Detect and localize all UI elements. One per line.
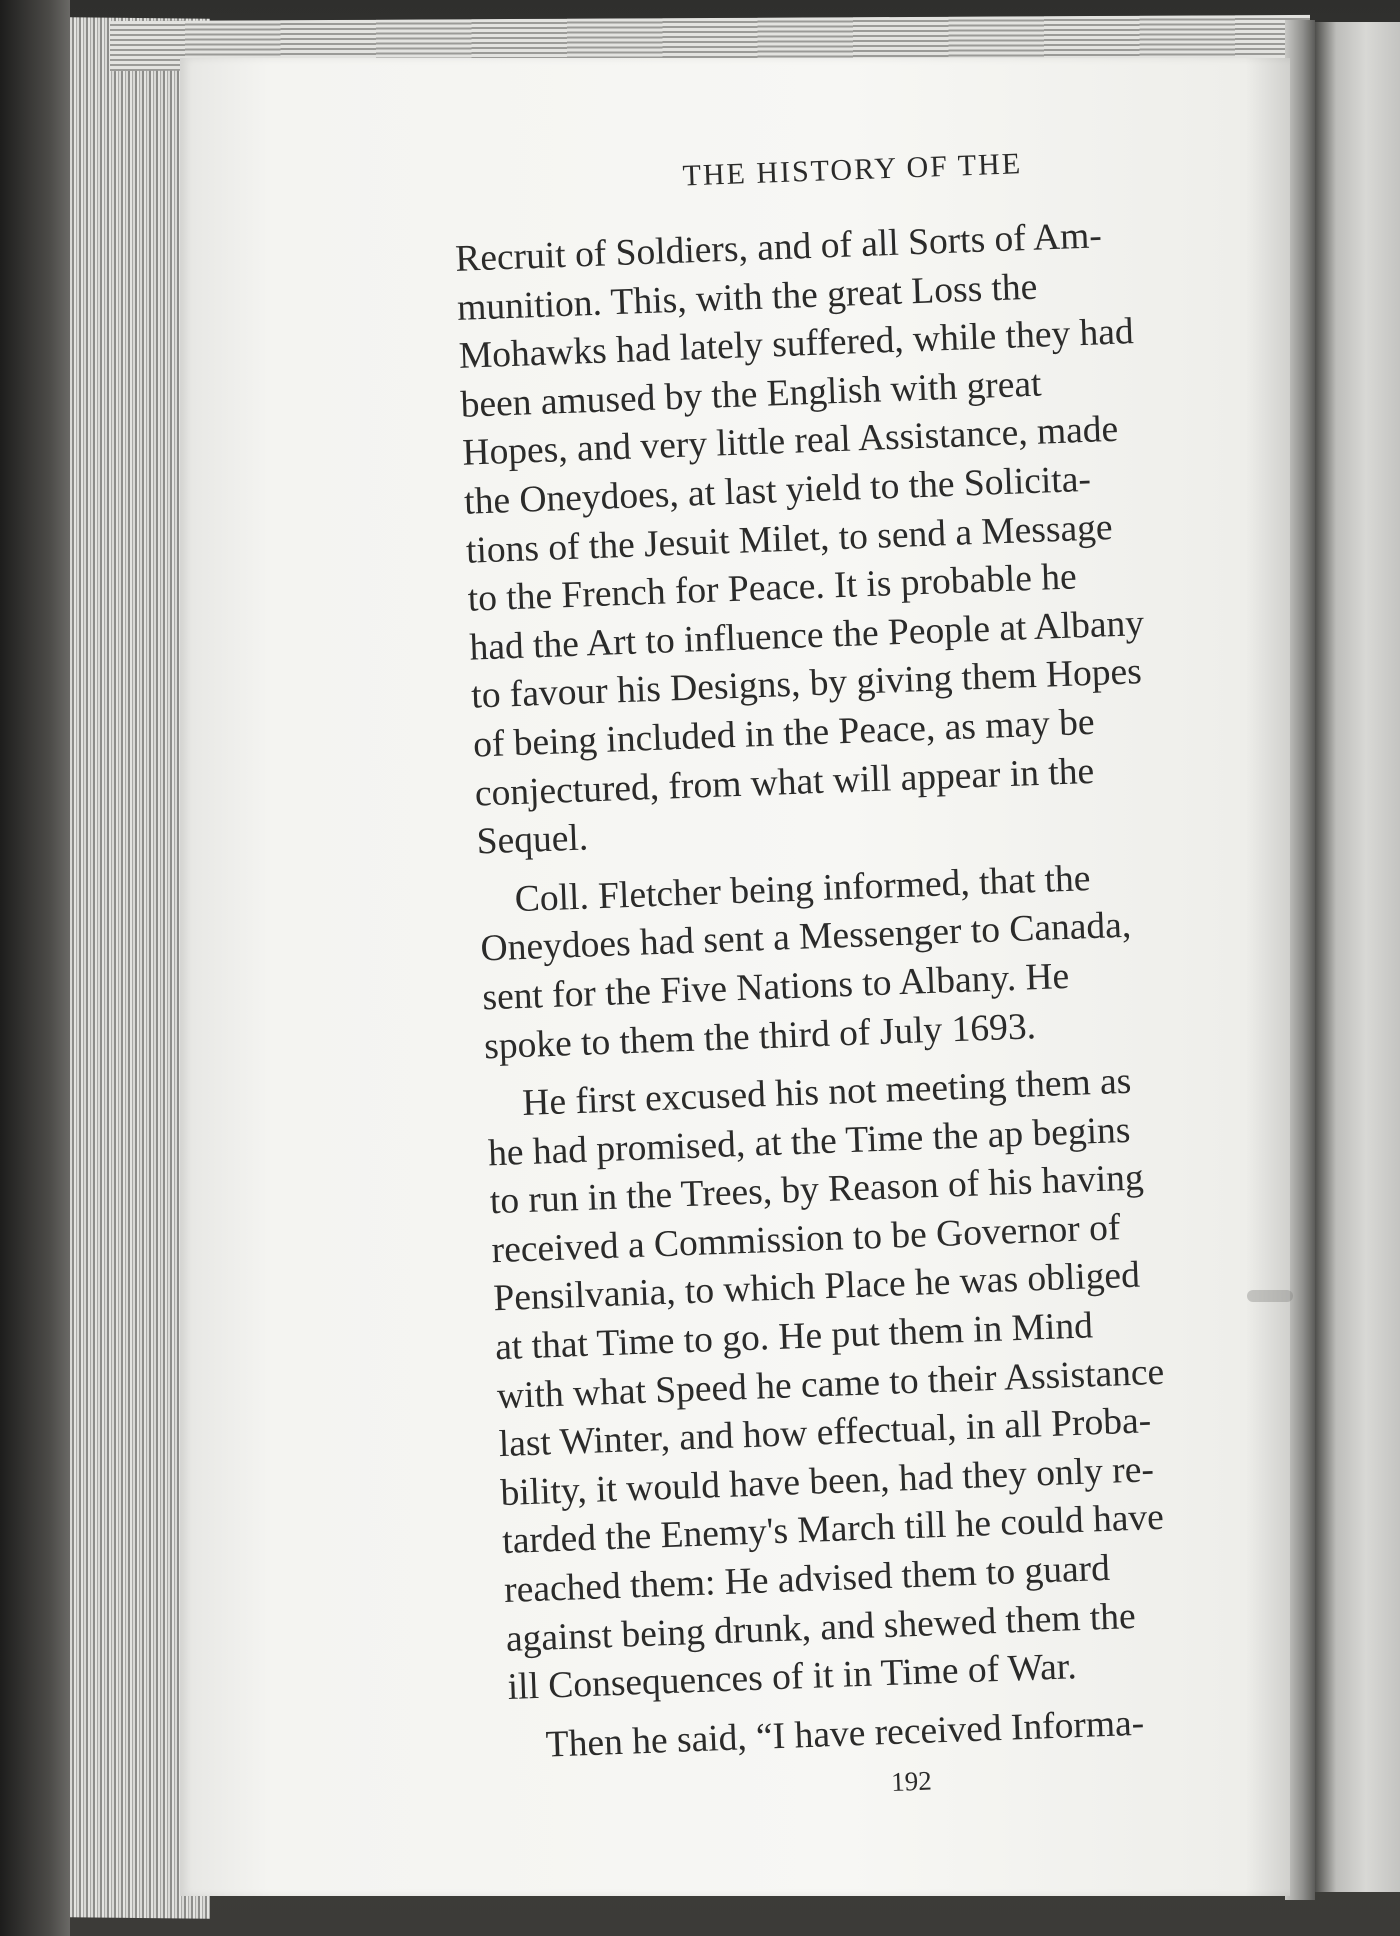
paragraph: Then he said, “I have received Informa- (545, 1702, 1145, 1766)
book-cover-edge (0, 0, 70, 1936)
paragraph: He first excused his not meeting them as he had promised, at the Time the ap begins to run in the Trees, by Reason of his having received a Commission to be Governor of Pensilvania, to which Place he was obliged at that Time to go. He put them in Mind with what Speed he came to their Assistance last Winter, and how effectual, in all Proba- bility, it would have been, had they only re- tarded the Enemy's March till he could have reached them: He advised them to guard against being drunk, and shewed them the ill Consequences of it in Time of War. (487, 1060, 1165, 1709)
paragraph: Coll. Fletcher being informed, that the Oneydoes had sent a Messenger to Canada, sent for the Five Nations to Albany. He spoke to them the third of July 1693. (479, 857, 1132, 1067)
paper-blemish (1247, 1290, 1293, 1302)
page-text-block (452, 140, 1272, 1812)
page-number: 192 (890, 1765, 933, 1798)
paragraph: Recruit of Soldiers, and of all Sorts of Am- munition. This, with the great Loss the Mohawks had lately suffered, while they had been amused by the English with great Hopes, and very little real Assistance, made the Oneydoes, at last yield to the Solicita- tions of the Jesuit Milet, to send a Message to the French for Peace. It is probable he had the Art to influence the People at Albany to favour his Designs, by giving them Hopes of being included in the Peace, as may be conjectured, from what will appear in the Sequel. (454, 215, 1145, 863)
adjacent-page (1315, 22, 1400, 1892)
running-head: THE HISTORY OF THE (682, 147, 1023, 193)
